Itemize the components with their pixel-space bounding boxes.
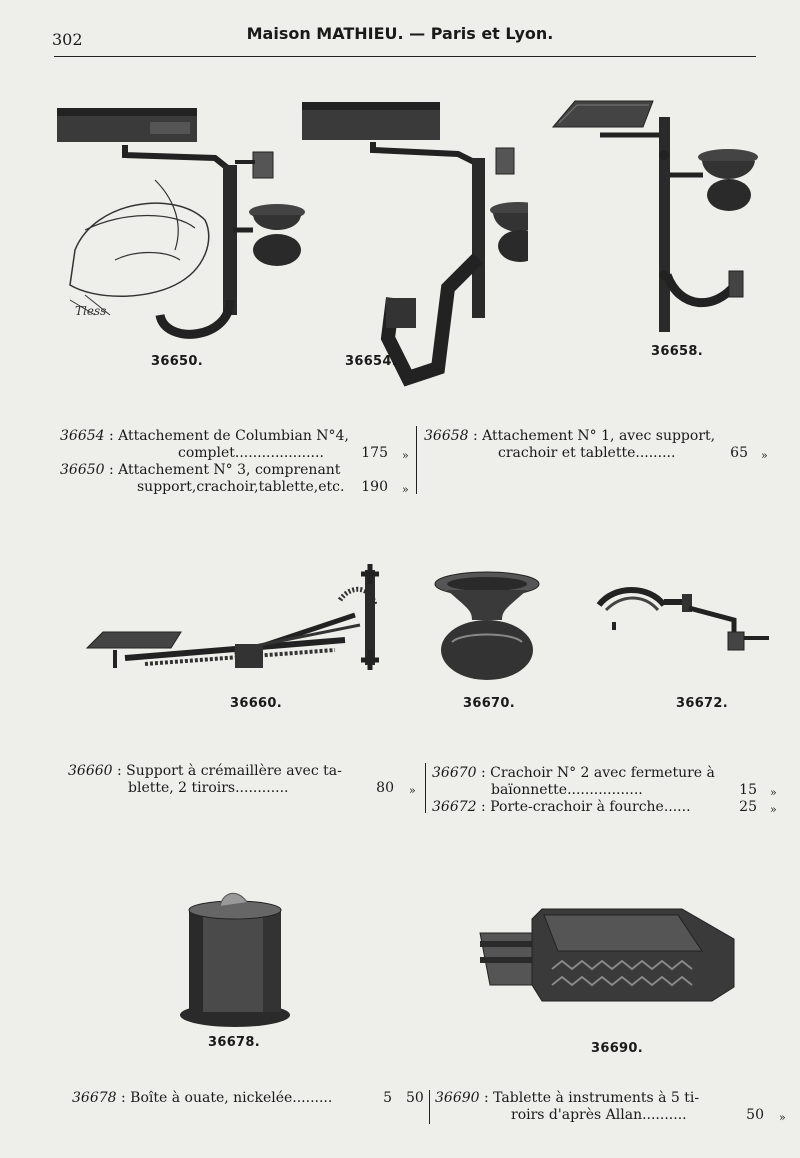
price-mark-36670: » <box>770 786 777 799</box>
figure-caption-36678: 36678. <box>208 1035 260 1050</box>
price-36672: 25 <box>739 799 757 815</box>
price-mark-36650: » <box>402 483 409 496</box>
entry-36650 <box>60 462 340 479</box>
instrument-tray-drawers-illustration-icon <box>472 905 742 1005</box>
entry-36658 <box>424 428 715 445</box>
price-36670: 15 <box>739 782 757 798</box>
entry-36678 <box>72 1090 332 1107</box>
figure-caption-36660: 36660. <box>230 696 282 711</box>
header-divider <box>54 56 756 57</box>
column-divider <box>425 763 426 813</box>
price-36678: 5 <box>383 1090 392 1106</box>
page-number: 302 <box>52 30 83 49</box>
item-separator: : <box>117 763 122 779</box>
figure-caption-36690: 36690. <box>591 1041 643 1056</box>
attachment-support-spittoon-illustration-icon <box>545 95 765 340</box>
item-description: Crachoir N° 2 avec fermeture à <box>490 765 715 781</box>
price-mark-36690: » <box>779 1111 786 1124</box>
item-separator: : <box>481 765 486 781</box>
spittoon-illustration-icon <box>432 570 542 682</box>
column-divider <box>416 426 417 494</box>
price-mark-36658: » <box>761 449 768 462</box>
item-ref: 36672 <box>432 799 477 815</box>
item-description: Attachement N° 1, avec support, <box>482 428 716 444</box>
item-ref: 36654 <box>60 428 105 444</box>
price-36690: 50 <box>746 1107 764 1123</box>
item-ref: 36690 <box>435 1090 480 1106</box>
column-divider <box>429 1090 430 1124</box>
entry-36670-line2: baïonnette................. <box>491 782 643 798</box>
figure-caption-36654: 36654. <box>345 354 397 369</box>
entry-36690-line2: roirs d'après Allan.......... <box>511 1107 687 1123</box>
price-36660: 80 <box>376 780 394 796</box>
item-ref: 36678 <box>72 1090 117 1106</box>
item-ref: 36650 <box>60 462 105 478</box>
price-36650: 190 <box>361 479 388 495</box>
item-description: Attachement de Columbian N°4, <box>118 428 349 444</box>
price-mark-36654: » <box>402 449 409 462</box>
price-cents-36678: 50 <box>406 1090 424 1106</box>
item-ref: 36670 <box>432 765 477 781</box>
entry-36658-line2: crachoir et tablette......... <box>498 445 676 461</box>
entry-36672 <box>432 799 691 816</box>
entry-36660-line2: blette, 2 tiroirs............ <box>128 780 289 796</box>
entry-36690 <box>435 1090 699 1107</box>
entry-36654 <box>60 428 349 445</box>
figure-caption-36650: 36650. <box>151 354 203 369</box>
figure-caption-36670: 36670. <box>463 696 515 711</box>
price-mark-36672: » <box>770 803 777 816</box>
item-separator: : <box>109 462 114 478</box>
item-separator: : <box>109 428 114 444</box>
rack-support-tray-illustration-icon <box>85 560 395 685</box>
entry-36650-line2: support,crachoir,tablette,etc. <box>137 479 345 495</box>
item-ref: 36658 <box>424 428 469 444</box>
fork-spittoon-holder-illustration-icon <box>594 580 774 670</box>
item-separator: : <box>484 1090 489 1106</box>
page-title: Maison MATHIEU. — Paris et Lyon. <box>246 24 554 43</box>
item-description: Boîte à ouate, nickelée......... <box>130 1090 333 1106</box>
item-description: Support à crémaillère avec ta- <box>126 763 342 779</box>
svg-text:Tless: Tless <box>75 304 107 318</box>
price-mark-36660: » <box>409 784 416 797</box>
figure-caption-36672: 36672. <box>676 696 728 711</box>
item-description: Porte-crachoir à fourche...... <box>490 799 691 815</box>
item-separator: : <box>121 1090 126 1106</box>
price-36658: 65 <box>730 445 748 461</box>
figure-caption-36658: 36658. <box>651 344 703 359</box>
cotton-box-illustration-icon <box>175 880 295 1030</box>
item-separator: : <box>481 799 486 815</box>
item-description: Tablette à instruments à 5 ti- <box>493 1090 700 1106</box>
entry-36654-line2: complet.................... <box>178 445 324 461</box>
item-ref: 36660 <box>68 763 113 779</box>
entry-36660 <box>68 763 342 780</box>
price-36654: 175 <box>361 445 388 461</box>
item-separator: : <box>473 428 478 444</box>
entry-36670 <box>432 765 715 782</box>
columbian-attachment-illustration-icon <box>298 98 528 388</box>
columbian-attachment-chair-illustration-icon <box>55 100 315 350</box>
item-description: Attachement N° 3, comprenant <box>118 462 341 478</box>
